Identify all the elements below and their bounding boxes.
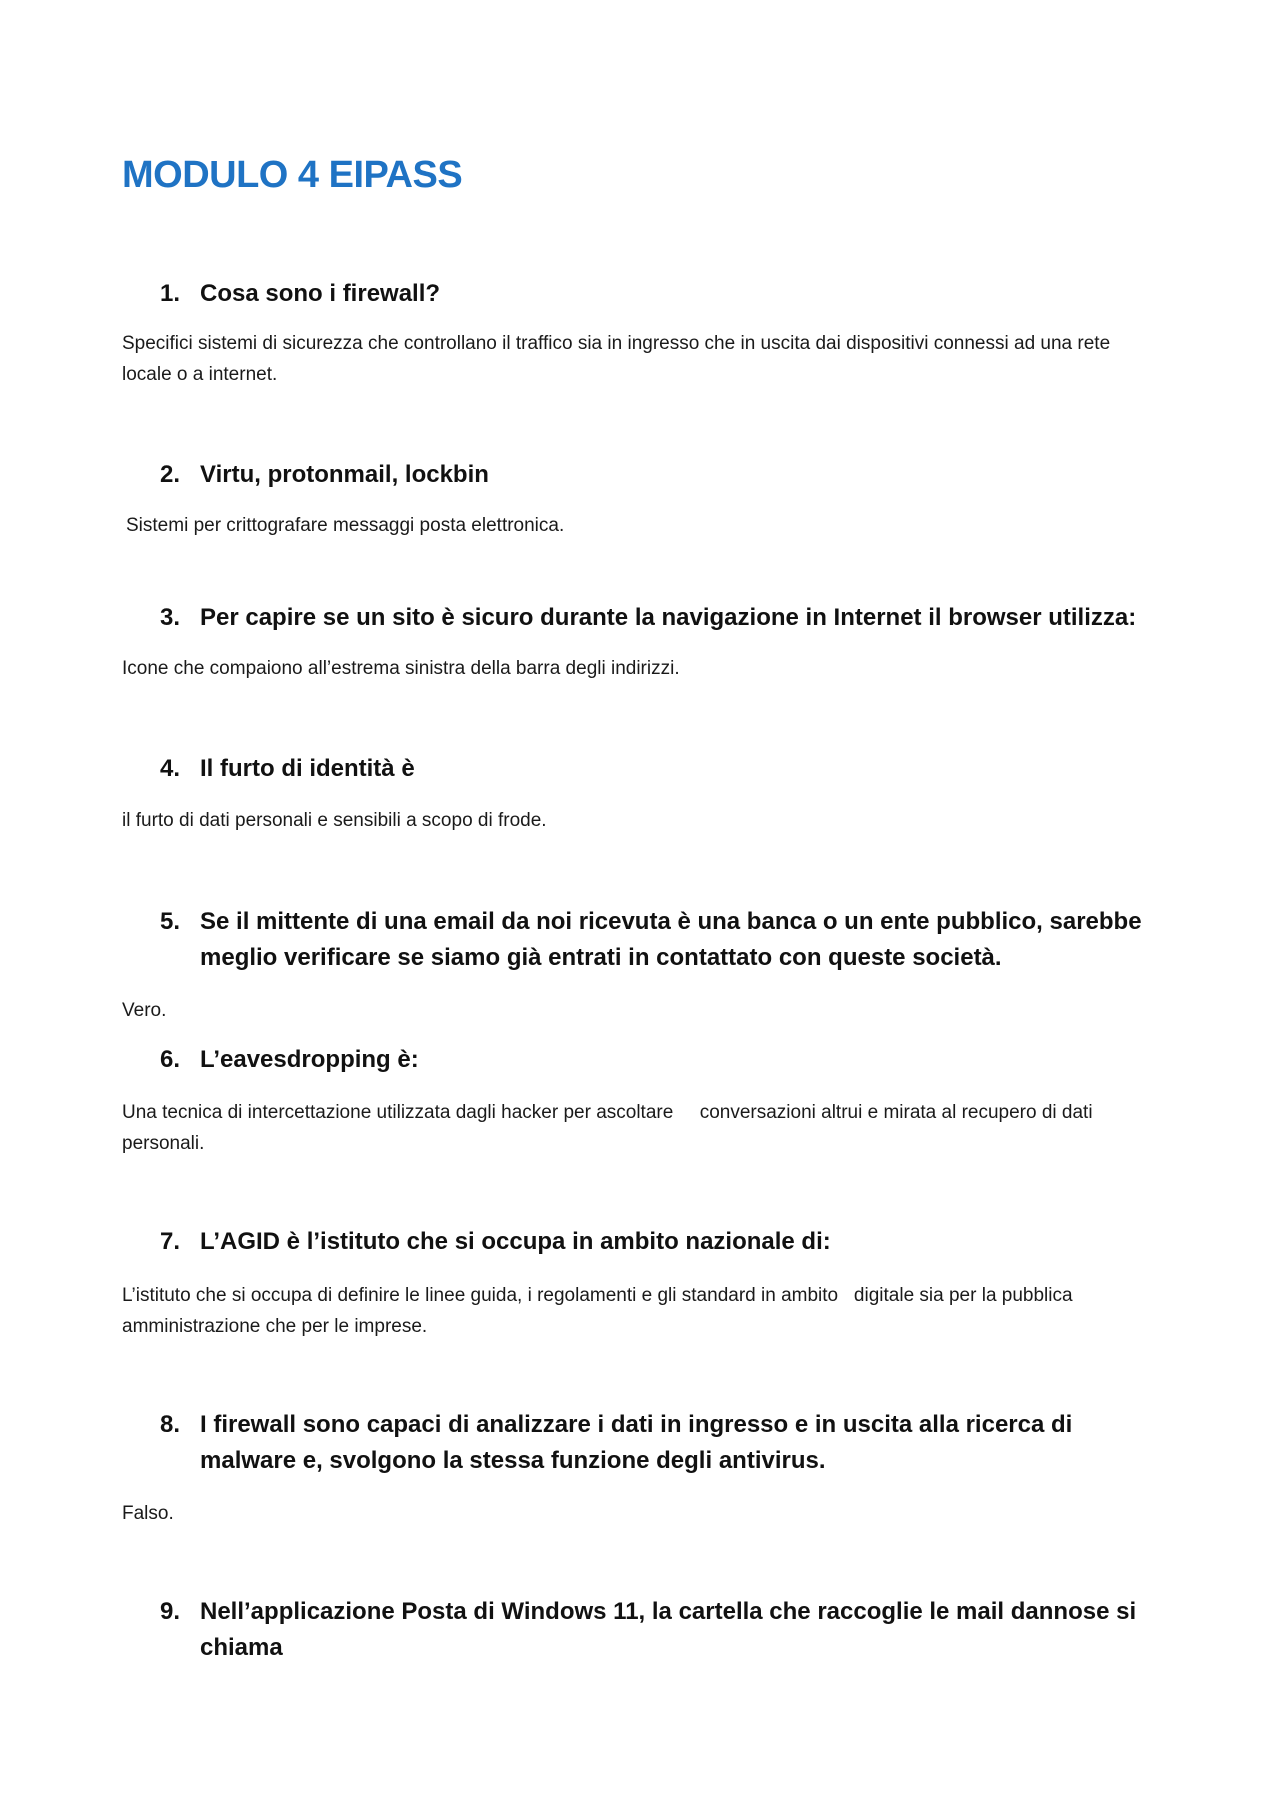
question-1 xyxy=(160,276,1160,312)
question-number: 6. xyxy=(160,1046,181,1073)
question-2 xyxy=(160,457,1160,493)
question-5 xyxy=(160,904,1160,976)
answer-6: Una tecnica di intercettazione utilizzata dagli hacker per ascoltare conversazioni altrui e mirata al recupero di dati personali. xyxy=(122,1102,1098,1154)
question-number: 5. xyxy=(160,908,181,935)
answer-4: il furto di dati personali e sensibili a scopo di frode. xyxy=(122,810,547,831)
question-9 xyxy=(160,1594,1160,1666)
question-text: L’AGID è l’istituto che si occupa in ambito nazionale di: xyxy=(200,1228,831,1255)
answer-8: Falso. xyxy=(122,1503,174,1524)
question-text: Il furto di identità è xyxy=(200,755,415,782)
question-text: Virtu, protonmail, lockbin xyxy=(200,461,489,488)
question-text: Cosa sono i firewall? xyxy=(200,280,441,307)
question-6 xyxy=(160,1042,1160,1078)
question-number: 1. xyxy=(160,280,181,307)
question-number: 8. xyxy=(160,1411,181,1438)
question-text: I firewall sono capaci di analizzare i dati in ingresso e in uscita alla ricerca di malware e, svolgono la stessa funzione degli antivirus. xyxy=(200,1411,1073,1474)
question-number: 3. xyxy=(160,604,181,631)
question-number: 4. xyxy=(160,755,181,782)
question-number: 7. xyxy=(160,1228,181,1255)
question-text: L’eavesdropping è: xyxy=(200,1046,419,1073)
answer-5: Vero. xyxy=(122,1000,167,1021)
question-7 xyxy=(160,1224,1160,1260)
question-3 xyxy=(160,600,1160,636)
question-text: Per capire se un sito è sicuro durante la navigazione in Internet il browser utilizza: xyxy=(200,604,1137,631)
question-number: 9. xyxy=(160,1598,181,1625)
question-8 xyxy=(160,1407,1160,1479)
document-title: MODULO 4 EIPASS xyxy=(122,154,463,196)
answer-1: Specifici sistemi di sicurezza che controllano il traffico sia in ingresso che in uscita dai dispositivi connessi ad una rete locale o a internet. xyxy=(122,333,1111,385)
question-text: Se il mittente di una email da noi ricevuta è una banca o un ente pubblico, sarebbe meglio verificare se siamo già entrati in contattato con queste società. xyxy=(200,908,1142,971)
answer-2: Sistemi per crittografare messaggi posta elettronica. xyxy=(126,515,565,536)
question-4 xyxy=(160,751,1160,787)
answer-7: L’istituto che si occupa di definire le linee guida, i regolamenti e gli standard in ambito digitale sia per la pubblica amministrazione che per le imprese. xyxy=(122,1285,1078,1337)
question-number: 2. xyxy=(160,461,181,488)
question-text: Nell’applicazione Posta di Windows 11, la cartella che raccoglie le mail dannose si chiama xyxy=(200,1598,1137,1661)
answer-3: Icone che compaiono all’estrema sinistra della barra degli indirizzi. xyxy=(122,658,680,679)
